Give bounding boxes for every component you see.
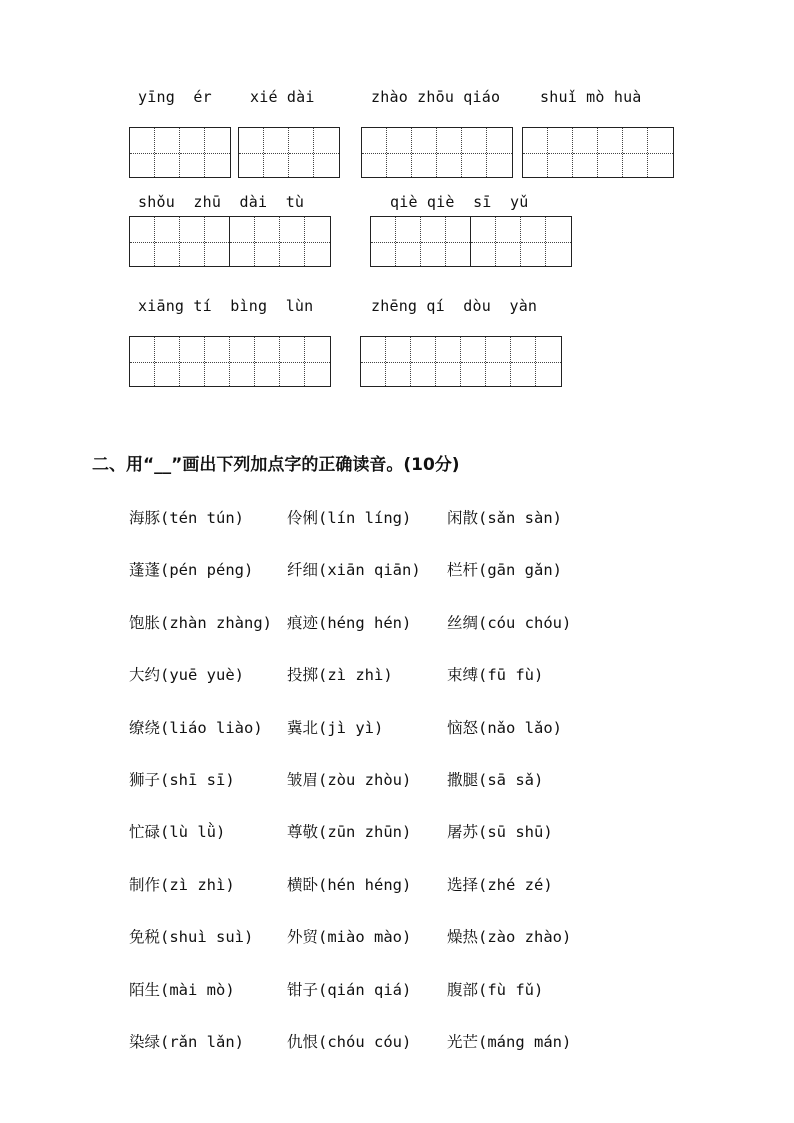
pinyin-options[interactable]: (zhàn zhàng) xyxy=(160,613,272,632)
pinyin-options[interactable]: (yuē yuè) xyxy=(160,666,245,685)
pinyin-options[interactable]: (nǎo lǎo) xyxy=(478,718,563,737)
pinyin-options[interactable]: (miào mào) xyxy=(318,928,412,947)
pinyin-label: yīng ér xyxy=(138,88,212,106)
reading-item xyxy=(129,558,253,580)
word: 染绿 xyxy=(129,1033,161,1051)
word: 栏杆 xyxy=(447,561,479,580)
word: 横卧 xyxy=(287,875,319,894)
reading-item xyxy=(129,925,253,947)
pinyin-options[interactable]: (shuì suì) xyxy=(160,928,254,947)
reading-item xyxy=(287,663,393,685)
reading-item xyxy=(129,873,235,895)
reading-item xyxy=(287,978,411,1000)
section-title: 二、用“__”画出下列加点字的正确读音。(10分) xyxy=(92,455,460,475)
word: 光芒 xyxy=(447,1033,479,1051)
reading-item xyxy=(287,873,411,895)
reading-item xyxy=(129,506,244,528)
word: 免税 xyxy=(129,928,161,947)
pinyin-options[interactable]: (tén tún) xyxy=(160,509,245,527)
pinyin-options[interactable]: (zì zhì) xyxy=(318,666,393,685)
pinyin-options[interactable]: (sā sǎ) xyxy=(478,771,544,789)
reading-item xyxy=(447,558,562,580)
reading-item xyxy=(447,663,543,685)
writing-grid[interactable] xyxy=(522,127,674,178)
reading-item xyxy=(447,611,571,633)
word: 选择 xyxy=(447,875,479,894)
word: 丝绸 xyxy=(447,613,479,632)
pinyin-options[interactable]: (rǎn lǎn) xyxy=(160,1033,245,1051)
pinyin-label: xié dài xyxy=(250,88,315,106)
pinyin-label: shuǐ mò huà xyxy=(540,88,642,106)
word: 屠苏 xyxy=(447,823,479,842)
pinyin-options[interactable]: (gān gǎn) xyxy=(478,561,563,580)
writing-grid[interactable] xyxy=(129,336,331,387)
reading-item xyxy=(129,611,272,633)
pinyin-label: qiè qiè sī yǔ xyxy=(390,193,529,211)
reading-item xyxy=(129,768,235,790)
reading-item xyxy=(447,978,543,1000)
reading-item xyxy=(287,558,421,580)
writing-grid[interactable] xyxy=(360,336,562,387)
reading-item xyxy=(129,1030,244,1052)
word: 忙碌 xyxy=(129,823,161,842)
pinyin-label: shǒu zhū dài tù xyxy=(138,193,305,211)
word: 痕迹 xyxy=(287,613,319,632)
pinyin-options[interactable]: (zì zhì) xyxy=(160,875,235,894)
reading-item xyxy=(287,768,411,790)
pinyin-options[interactable]: (cóu chóu) xyxy=(478,613,572,632)
reading-item xyxy=(129,663,244,685)
pinyin-options[interactable]: (chóu cóu) xyxy=(318,1033,412,1051)
word: 狮子 xyxy=(129,771,161,789)
word: 制作 xyxy=(129,875,161,894)
word: 腹部 xyxy=(447,980,479,999)
pinyin-label: zhào zhōu qiáo xyxy=(371,88,501,106)
word: 大约 xyxy=(129,666,161,685)
writing-grid[interactable] xyxy=(129,216,331,267)
word: 外贸 xyxy=(287,928,319,947)
word: 皱眉 xyxy=(287,771,319,789)
word: 钳子 xyxy=(287,980,319,999)
pinyin-options[interactable]: (lín líng) xyxy=(318,509,412,527)
pinyin-label: xiāng tí bìng lùn xyxy=(138,297,314,315)
reading-item xyxy=(447,1030,571,1052)
pinyin-options[interactable]: (qián qiá) xyxy=(318,980,412,999)
word: 海豚 xyxy=(129,509,161,527)
pinyin-options[interactable]: (zhé zé) xyxy=(478,875,553,894)
reading-item xyxy=(447,506,562,528)
pinyin-options[interactable]: (zòu zhòu) xyxy=(318,771,412,789)
pinyin-options[interactable]: (pén péng) xyxy=(160,561,254,580)
pinyin-options[interactable]: (shī sī) xyxy=(160,771,235,789)
reading-item xyxy=(447,768,543,790)
reading-item xyxy=(447,716,562,738)
word: 恼怒 xyxy=(447,718,479,737)
pinyin-options[interactable]: (mài mò) xyxy=(160,980,235,999)
word: 缭绕 xyxy=(129,718,161,737)
writing-grid[interactable] xyxy=(361,127,513,178)
word: 纤细 xyxy=(287,561,319,580)
word: 闲散 xyxy=(447,509,479,527)
pinyin-options[interactable]: (sǎn sàn) xyxy=(478,509,563,527)
word: 饱胀 xyxy=(129,613,161,632)
word: 陌生 xyxy=(129,980,161,999)
reading-item xyxy=(287,506,411,528)
reading-item xyxy=(129,978,235,1000)
pinyin-options[interactable]: (liáo liào) xyxy=(160,718,263,737)
pinyin-options[interactable]: (sū shū) xyxy=(478,823,553,842)
pinyin-options[interactable]: (xiān qiān) xyxy=(318,561,421,580)
pinyin-options[interactable]: (fù fǔ) xyxy=(478,980,544,999)
reading-item xyxy=(287,716,383,738)
word: 撒腿 xyxy=(447,771,479,789)
word: 仇恨 xyxy=(287,1033,319,1051)
word: 伶俐 xyxy=(287,509,319,527)
pinyin-options[interactable]: (máng mán) xyxy=(478,1033,572,1051)
word: 冀北 xyxy=(287,718,319,737)
pinyin-label: zhēng qí dòu yàn xyxy=(371,297,538,315)
writing-grid[interactable] xyxy=(129,127,231,178)
reading-item xyxy=(287,820,411,842)
reading-item xyxy=(129,820,225,842)
writing-grid[interactable] xyxy=(238,127,340,178)
word: 束缚 xyxy=(447,666,479,685)
reading-item xyxy=(447,873,553,895)
word: 蓬蓬 xyxy=(129,561,161,580)
pinyin-options[interactable]: (fū fù) xyxy=(478,666,544,685)
pinyin-options[interactable]: (zūn zhūn) xyxy=(318,823,412,842)
reading-item xyxy=(287,611,411,633)
pinyin-options[interactable]: (jì yì) xyxy=(318,718,384,737)
reading-item xyxy=(447,820,553,842)
word: 投掷 xyxy=(287,666,319,685)
reading-item xyxy=(287,925,411,947)
reading-item xyxy=(129,716,263,738)
reading-item xyxy=(287,1030,411,1052)
pinyin-options[interactable]: (zào zhào) xyxy=(478,928,572,947)
reading-item xyxy=(447,925,571,947)
pinyin-options[interactable]: (lù lǜ) xyxy=(160,823,226,842)
pinyin-options[interactable]: (hén héng) xyxy=(318,875,412,894)
pinyin-options[interactable]: (héng hén) xyxy=(318,613,412,632)
word: 燥热 xyxy=(447,928,479,947)
writing-grid[interactable] xyxy=(370,216,572,267)
word: 尊敬 xyxy=(287,823,319,842)
